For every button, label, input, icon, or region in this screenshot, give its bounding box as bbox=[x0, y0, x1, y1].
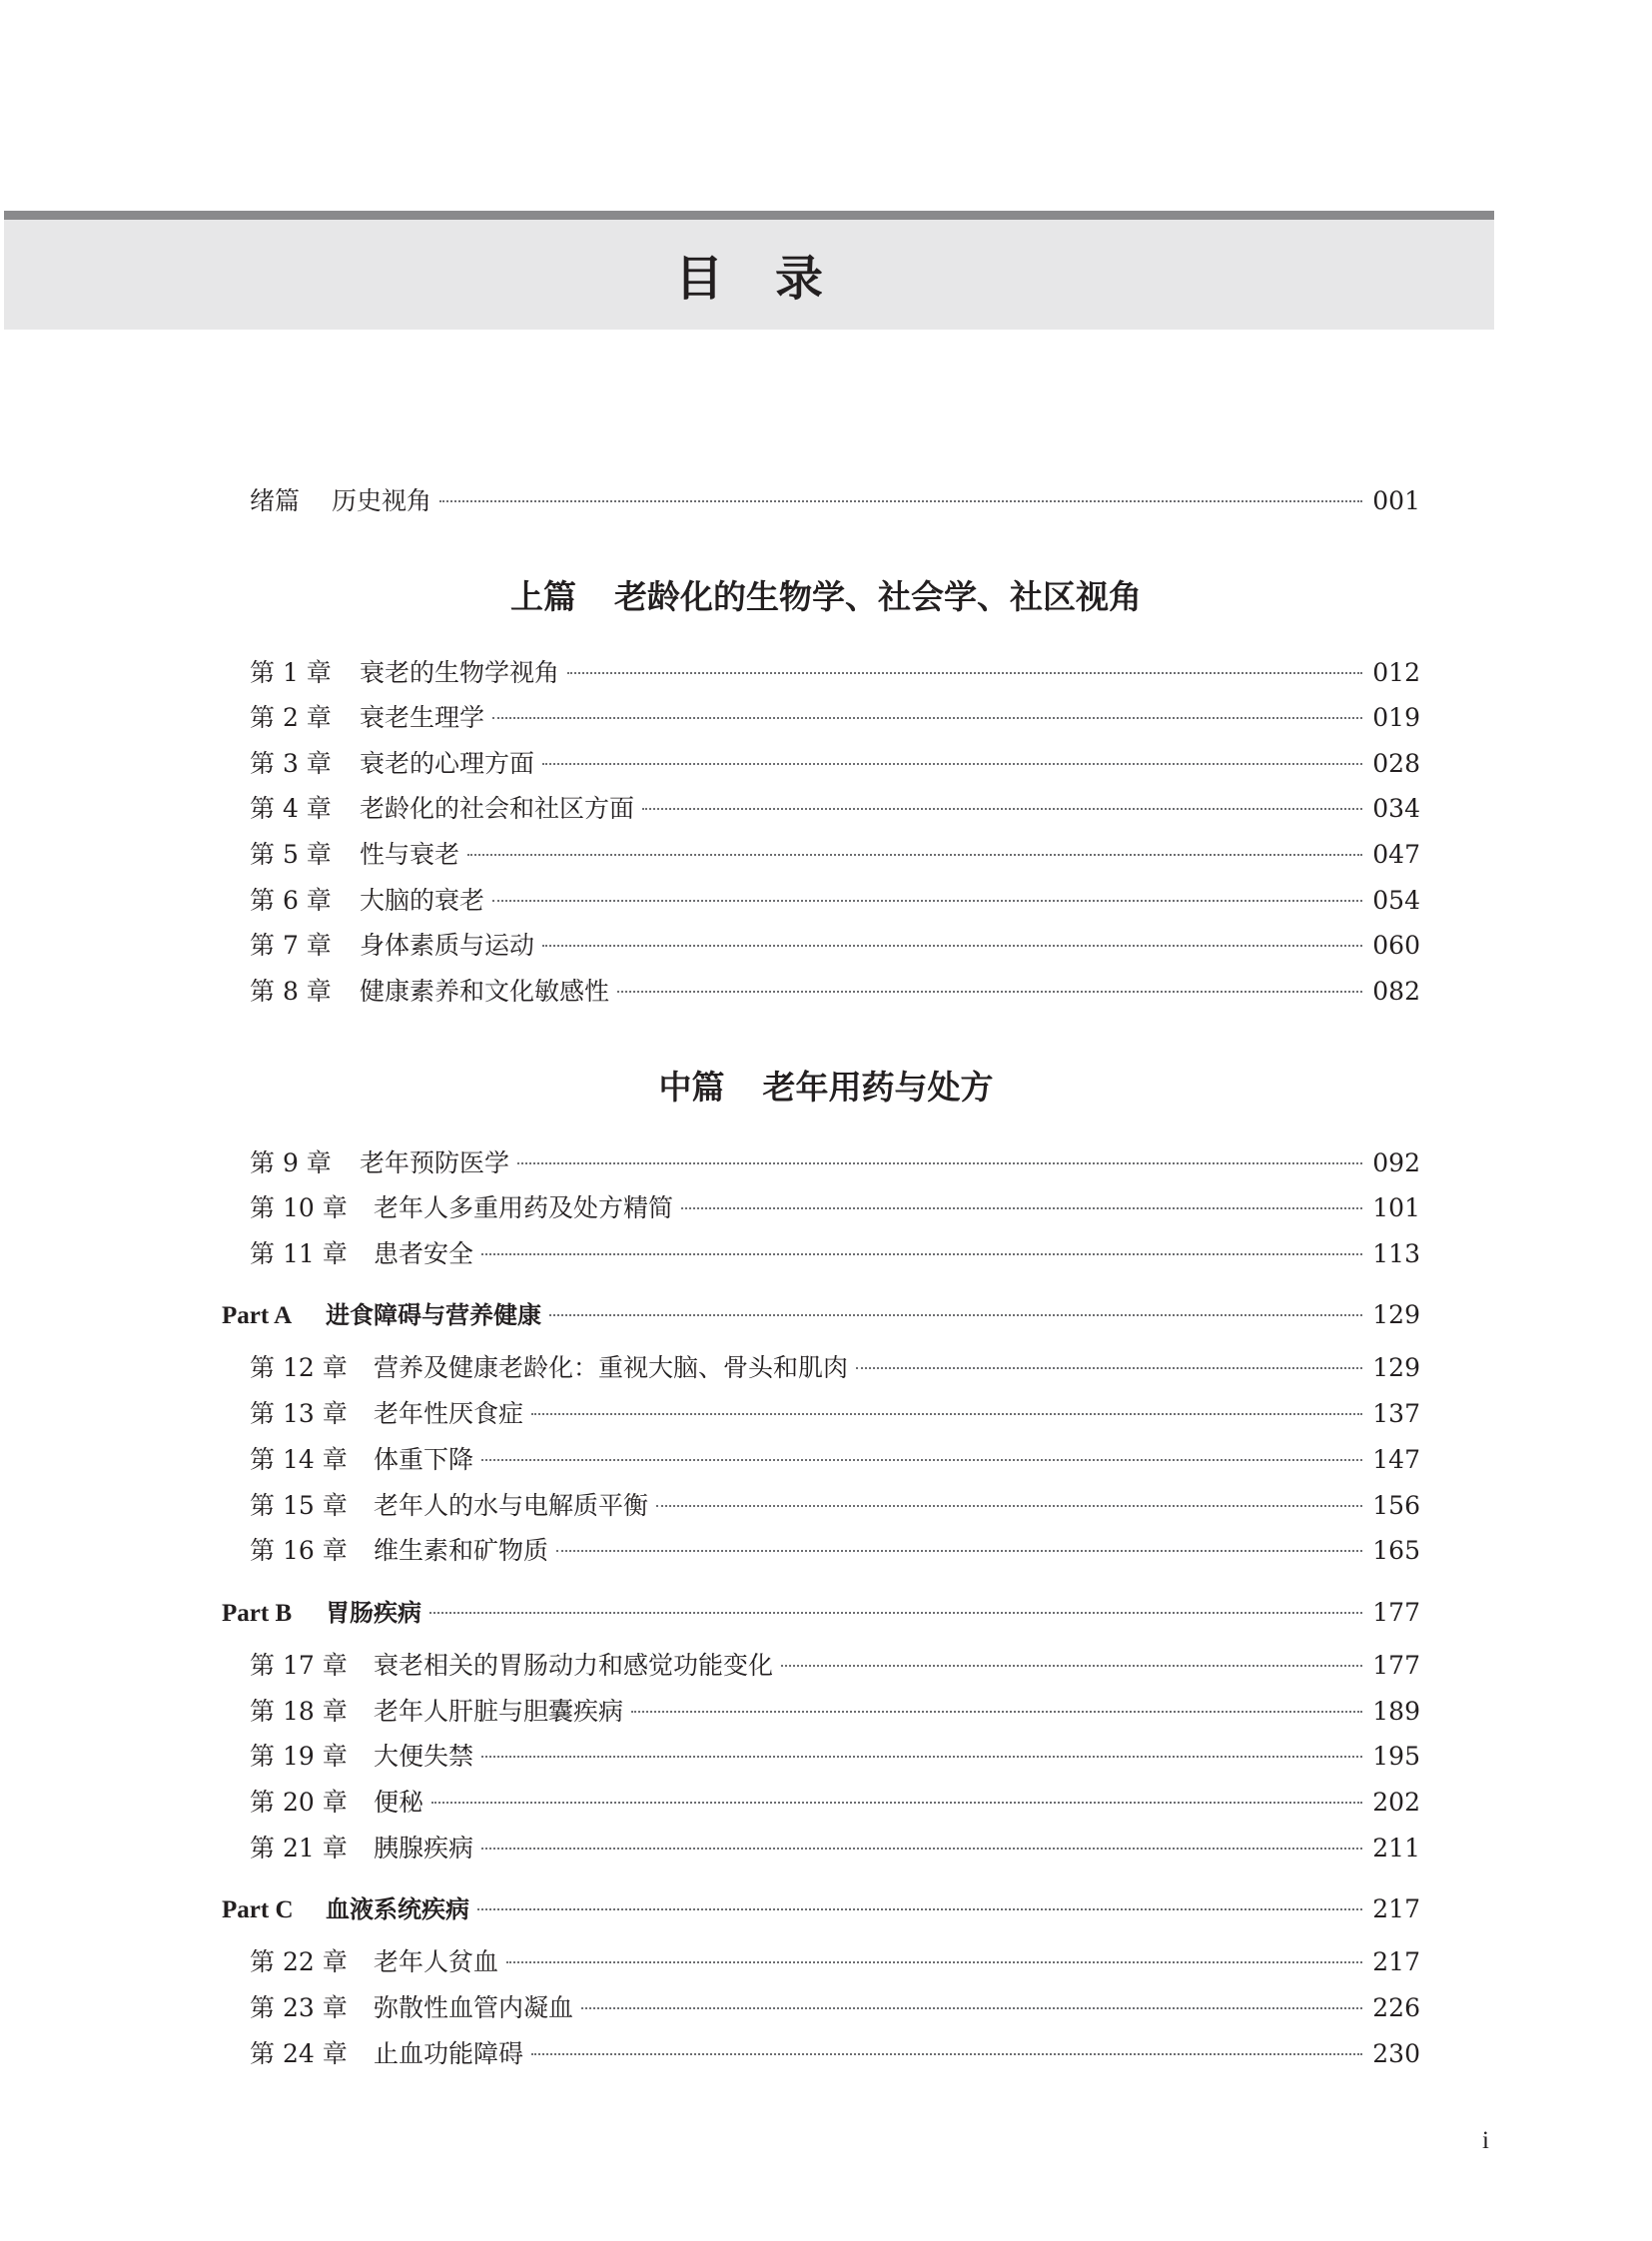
entry-title: 大便失禁 bbox=[374, 1742, 474, 1771]
dot-leader bbox=[439, 500, 1362, 502]
section-heading bbox=[0, 575, 1652, 619]
entry-number: 第 1 章 bbox=[250, 658, 332, 687]
dot-leader bbox=[581, 2007, 1362, 2009]
dot-leader bbox=[681, 1207, 1362, 1209]
entry-page-number: 129 bbox=[1372, 1300, 1420, 1329]
toc-entry[interactable] bbox=[250, 1831, 1420, 1867]
entry-title: 历史视角 bbox=[332, 486, 432, 515]
entry-number: 第 4 章 bbox=[250, 794, 332, 823]
entry-number: 第 11 章 bbox=[250, 1239, 348, 1268]
entry-page-number: 147 bbox=[1372, 1445, 1420, 1474]
toc-entry[interactable] bbox=[250, 837, 1420, 873]
dot-leader bbox=[531, 2053, 1362, 2055]
entry-title: 老年人多重用药及处方精简 bbox=[374, 1193, 674, 1222]
entry-page-number: 211 bbox=[1372, 1834, 1420, 1863]
dot-leader bbox=[492, 717, 1362, 719]
dot-leader bbox=[492, 900, 1362, 902]
toc-entry[interactable] bbox=[250, 1145, 1420, 1181]
entry-title: 老龄化的社会和社区方面 bbox=[360, 794, 635, 823]
entry-page-number: 165 bbox=[1372, 1536, 1420, 1565]
entry-page-number: 028 bbox=[1372, 749, 1420, 778]
toc-entry[interactable] bbox=[250, 1190, 1420, 1226]
entry-title: 胃肠疾病 bbox=[326, 1599, 421, 1627]
entry-number: 第 15 章 bbox=[250, 1491, 348, 1520]
toc-entry[interactable] bbox=[250, 1236, 1420, 1272]
dot-leader bbox=[429, 1612, 1362, 1614]
entry-title: 老年人的水与电解质平衡 bbox=[374, 1491, 649, 1520]
toc-entry[interactable] bbox=[250, 1648, 1420, 1684]
entry-title: 老年预防医学 bbox=[360, 1148, 510, 1177]
entry-number: 第 22 章 bbox=[250, 1947, 348, 1976]
entry-number: 第 7 章 bbox=[250, 931, 332, 960]
entry-number: 第 10 章 bbox=[250, 1193, 348, 1222]
entry-title: 健康素养和文化敏感性 bbox=[360, 977, 610, 1006]
entry-page-number: 047 bbox=[1372, 840, 1420, 869]
entry-page-number: 177 bbox=[1372, 1651, 1420, 1680]
toc-entry[interactable] bbox=[250, 1739, 1420, 1775]
dot-leader bbox=[477, 1908, 1362, 1910]
entry-title: 老年人贫血 bbox=[374, 1947, 499, 1976]
section-title: 老龄化的生物学、社会学、社区视角 bbox=[614, 577, 1142, 616]
dot-leader bbox=[556, 1550, 1362, 1552]
entry-number: 第 23 章 bbox=[250, 1993, 348, 2022]
entry-title: 患者安全 bbox=[374, 1239, 474, 1268]
entry-number: 第 12 章 bbox=[250, 1353, 348, 1382]
entry-number: 第 20 章 bbox=[250, 1788, 348, 1817]
toc-entry[interactable] bbox=[250, 1944, 1420, 1980]
entry-title: 弥散性血管内凝血 bbox=[374, 1993, 574, 2022]
entry-title: 性与衰老 bbox=[360, 840, 460, 869]
entry-page-number: 202 bbox=[1372, 1788, 1420, 1817]
entry-title: 进食障碍与营养健康 bbox=[326, 1301, 541, 1329]
toc-part-entry[interactable] bbox=[222, 1297, 1420, 1333]
entry-page-number: 001 bbox=[1372, 486, 1420, 515]
entry-number: 第 3 章 bbox=[250, 749, 332, 778]
toc-entry[interactable] bbox=[250, 883, 1420, 919]
dot-leader bbox=[481, 1253, 1362, 1255]
toc-entry[interactable] bbox=[250, 1694, 1420, 1730]
dot-leader bbox=[481, 1756, 1362, 1758]
page-title: 目录 bbox=[674, 251, 875, 307]
dot-leader bbox=[549, 1314, 1362, 1316]
entry-page-number: 226 bbox=[1372, 1993, 1420, 2022]
entry-page-number: 092 bbox=[1372, 1148, 1420, 1177]
entry-title: 衰老生理学 bbox=[360, 703, 485, 732]
entry-page-number: 034 bbox=[1372, 794, 1420, 823]
toc-entry[interactable] bbox=[250, 1350, 1420, 1386]
dot-leader bbox=[481, 1459, 1362, 1461]
entry-number: 第 18 章 bbox=[250, 1697, 348, 1726]
dot-leader bbox=[481, 1848, 1362, 1850]
dot-leader bbox=[467, 854, 1362, 856]
page-number: i bbox=[1482, 2127, 1489, 2154]
toc-entry[interactable] bbox=[250, 1785, 1420, 1821]
entry-title: 衰老相关的胃肠动力和感觉功能变化 bbox=[374, 1651, 774, 1680]
entry-page-number: 156 bbox=[1372, 1491, 1420, 1520]
entry-number: 第 5 章 bbox=[250, 840, 332, 869]
entry-page-number: 019 bbox=[1372, 703, 1420, 732]
entry-title: 胰腺疾病 bbox=[374, 1834, 474, 1863]
section-label: 中篇 bbox=[658, 1068, 725, 1107]
title-banner bbox=[4, 211, 1494, 330]
entry-page-number: 054 bbox=[1372, 886, 1420, 915]
entry-number: 第 16 章 bbox=[250, 1536, 348, 1565]
entry-title: 身体素质与运动 bbox=[360, 931, 535, 960]
entry-number: 绪篇 bbox=[250, 486, 301, 515]
entry-number: 第 19 章 bbox=[250, 1742, 348, 1771]
entry-page-number: 230 bbox=[1372, 2039, 1420, 2068]
entry-title: 体重下降 bbox=[374, 1445, 474, 1474]
entry-page-number: 195 bbox=[1372, 1742, 1420, 1771]
toc-part-entry[interactable] bbox=[222, 1595, 1420, 1631]
entry-page-number: 082 bbox=[1372, 977, 1420, 1006]
toc-entry[interactable] bbox=[250, 1442, 1420, 1478]
dot-leader bbox=[542, 763, 1362, 765]
entry-page-number: 177 bbox=[1372, 1598, 1420, 1627]
toc-entry[interactable] bbox=[250, 791, 1420, 827]
dot-leader bbox=[656, 1505, 1362, 1507]
dot-leader bbox=[856, 1367, 1362, 1369]
entry-number: 第 24 章 bbox=[250, 2039, 348, 2068]
dot-leader bbox=[617, 991, 1362, 993]
entry-title: 止血功能障碍 bbox=[374, 2039, 524, 2068]
entry-number: Part C bbox=[222, 1896, 294, 1923]
entry-page-number: 217 bbox=[1372, 1894, 1420, 1923]
toc-entry[interactable] bbox=[250, 1533, 1420, 1569]
dot-leader bbox=[506, 1961, 1362, 1963]
dot-leader bbox=[781, 1665, 1362, 1667]
dot-leader bbox=[631, 1711, 1362, 1713]
section-title: 老年用药与处方 bbox=[762, 1068, 994, 1107]
entry-page-number: 060 bbox=[1372, 931, 1420, 960]
dot-leader bbox=[567, 672, 1362, 674]
toc-part-entry[interactable] bbox=[222, 1891, 1420, 1927]
entry-page-number: 101 bbox=[1372, 1193, 1420, 1222]
toc-entry[interactable] bbox=[250, 655, 1420, 691]
entry-title: 血液系统疾病 bbox=[326, 1895, 469, 1923]
entry-number: 第 13 章 bbox=[250, 1399, 348, 1428]
entry-title: 老年人肝脏与胆囊疾病 bbox=[374, 1697, 624, 1726]
entry-number: 第 6 章 bbox=[250, 886, 332, 915]
entry-number: Part B bbox=[222, 1600, 293, 1627]
entry-page-number: 012 bbox=[1372, 658, 1420, 687]
entry-number: 第 17 章 bbox=[250, 1651, 348, 1680]
entry-number: Part A bbox=[222, 1302, 293, 1329]
entry-number: 第 9 章 bbox=[250, 1148, 332, 1177]
dot-leader bbox=[542, 945, 1362, 947]
entry-number: 第 14 章 bbox=[250, 1445, 348, 1474]
toc-entry[interactable] bbox=[250, 2036, 1420, 2072]
dot-leader bbox=[517, 1162, 1362, 1164]
entry-title: 维生素和矿物质 bbox=[374, 1536, 549, 1565]
entry-page-number: 137 bbox=[1372, 1399, 1420, 1428]
section-heading bbox=[0, 1066, 1652, 1110]
dot-leader bbox=[431, 1802, 1362, 1804]
entry-title: 大脑的衰老 bbox=[360, 886, 485, 915]
entry-page-number: 113 bbox=[1372, 1239, 1420, 1268]
entry-page-number: 129 bbox=[1372, 1353, 1420, 1382]
entry-page-number: 189 bbox=[1372, 1697, 1420, 1726]
toc-entry[interactable] bbox=[250, 746, 1420, 782]
dot-leader bbox=[531, 1413, 1362, 1415]
toc-entry[interactable] bbox=[250, 700, 1420, 736]
entry-number: 第 21 章 bbox=[250, 1834, 348, 1863]
entry-page-number: 217 bbox=[1372, 1947, 1420, 1976]
toc-entry[interactable] bbox=[250, 928, 1420, 964]
entry-title: 营养及健康老龄化：重视大脑、骨头和肌肉 bbox=[374, 1353, 849, 1382]
toc-entry[interactable] bbox=[250, 1488, 1420, 1524]
entry-number: 第 8 章 bbox=[250, 977, 332, 1006]
entry-title: 衰老的生物学视角 bbox=[360, 658, 560, 687]
entry-title: 老年性厌食症 bbox=[374, 1399, 524, 1428]
entry-title: 衰老的心理方面 bbox=[360, 749, 535, 778]
section-label: 上篇 bbox=[510, 577, 576, 616]
dot-leader bbox=[642, 808, 1362, 810]
toc-entry[interactable] bbox=[250, 1990, 1420, 2026]
entry-number: 第 2 章 bbox=[250, 703, 332, 732]
entry-title: 便秘 bbox=[374, 1788, 424, 1817]
toc-entry[interactable] bbox=[250, 1396, 1420, 1432]
toc-entry[interactable] bbox=[250, 483, 1420, 519]
toc-entry[interactable] bbox=[250, 974, 1420, 1010]
